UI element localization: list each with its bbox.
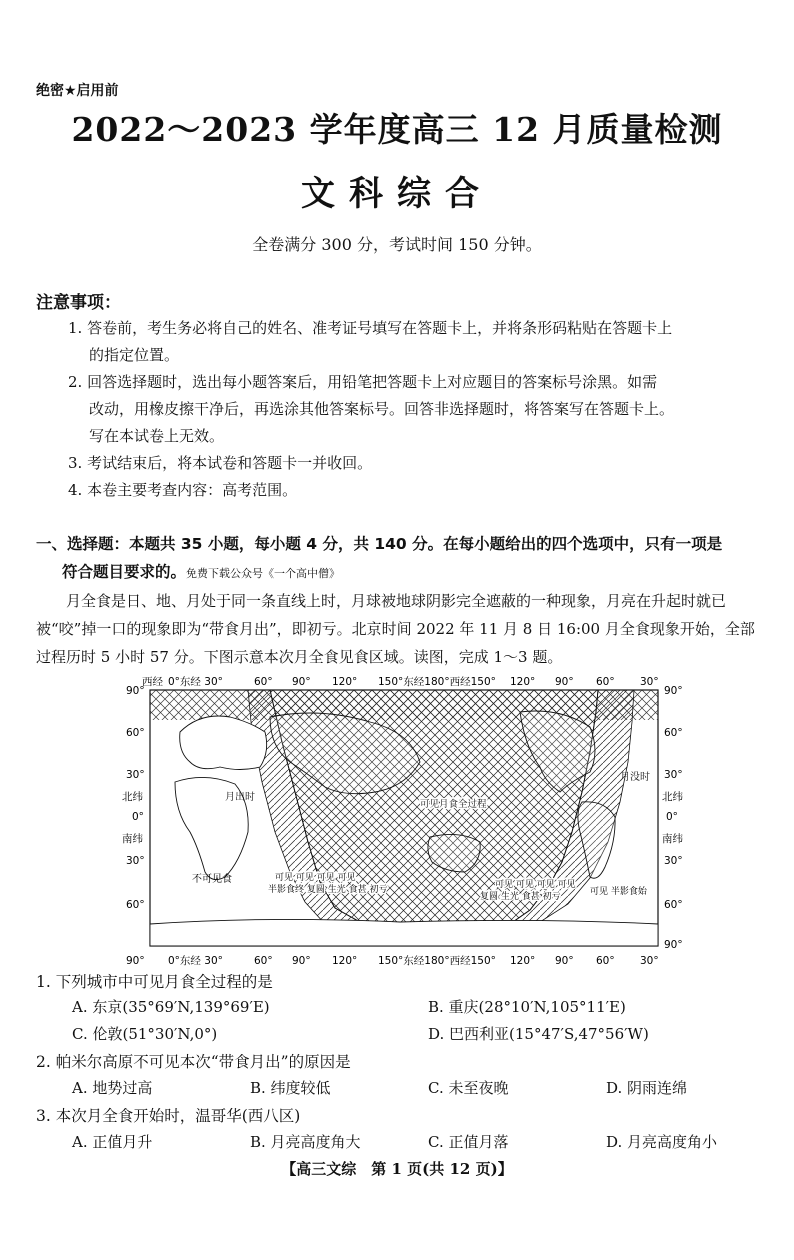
moonset-label: 月没时: [620, 772, 650, 783]
antarctica-shape: [150, 919, 658, 946]
axis-label: 90°: [292, 955, 311, 967]
question-2-stem: 2. 帕米尔高原不可见本次“带食月出”的原因是: [36, 1053, 351, 1071]
question-3-stem: 3. 本次月全食开始时，温哥华(西八区): [36, 1107, 301, 1125]
lunar-eclipse-map: [120, 672, 683, 968]
q3-option-d: D. 月亮高度角小: [606, 1133, 718, 1151]
q2-option-a: A. 地势过高: [72, 1079, 153, 1097]
subject-title: 文科综合: [301, 174, 493, 214]
q3-option-b: B. 月亮高度角大: [250, 1133, 361, 1151]
full-eclipse-label: 可见月食全过程: [420, 799, 487, 810]
moonrise-label: 月出时: [225, 792, 255, 803]
lat-label: 90°: [126, 685, 145, 697]
notice-heading: 注意事项：: [36, 293, 121, 313]
notice-item-cont: 写在本试卷上无效。: [89, 427, 225, 445]
section-heading: [36, 530, 766, 588]
notice-item-cont: 的指定位置。: [89, 346, 180, 364]
notice-item: 2. 回答选择题时，选出每小题答案后，用铅笔把答题卡上对应题目的答案标号涂黑。如需: [68, 373, 658, 391]
lat-label: 北纬: [122, 791, 143, 803]
lat-label: 60°: [664, 727, 683, 739]
lat-label: 90°: [664, 685, 683, 697]
section-line: 符合题目要求的。: [62, 563, 187, 581]
q3-option-a: A. 正值月升: [72, 1133, 153, 1151]
lat-label: 0°: [132, 811, 144, 823]
axis-label: 90°: [555, 955, 574, 967]
axis-label: 120°: [332, 955, 358, 967]
section-line: 一、选择题：本题共 35 小题，每小题 4 分，共 140 分。在每小题给出的四个选项中，只有一项是: [36, 535, 723, 553]
axis-label: 150°东经180°西经150°: [378, 676, 496, 688]
notice-item: 4. 本卷主要考查内容：高考范围。: [68, 481, 298, 499]
promo-text: 免费下载公众号《一个高中僧》: [186, 567, 341, 580]
page-footer: 【高三文综 第 1 页(共 12 页)】: [281, 1160, 513, 1178]
band-label: 可见 半影食始: [590, 887, 647, 897]
score-time-note: 全卷满分 300 分，考试时间 150 分钟。: [252, 235, 542, 254]
axis-label: 0°东经 30°: [168, 955, 223, 967]
invisible-label: 不可见食: [192, 874, 232, 885]
axis-label: 90°: [292, 676, 311, 688]
axis-label: 西经: [142, 676, 163, 688]
lat-label: 30°: [126, 769, 145, 781]
band-label: 可见 可见 可见 可见: [275, 873, 356, 883]
q2-option-c: C. 未至夜晚: [428, 1079, 509, 1097]
notice-item-cont: 改动，用橡皮擦干净后，再选涂其他答案标号。回答非选择题时，将答案写在答题卡上。: [89, 400, 675, 418]
lat-label: 90°: [664, 939, 683, 951]
question-1-stem: 1. 下列城市中可见月食全过程的是: [36, 973, 273, 991]
q1-option-a: A. 东京(35°69′N,139°69′E): [72, 998, 270, 1016]
q1-option-d: D. 巴西利亚(15°47′S,47°56′W): [428, 1025, 649, 1043]
lat-label: 30°: [664, 855, 683, 867]
q1-option-c: C. 伦敦(51°30′N,0°): [72, 1025, 218, 1043]
intro-paragraph: 月全食是日、地、月处于同一条直线上时，月球被地球阴影完全遮蔽的一种现象，月亮在升起时就已被“咬”掉一口的现象即为“带食月出”，即初亏。北京时间 2022 年 11 月 8 日 16:00 月全食现象开始，全部过程历时 5 小时 57 分。下图示意本次月全食见食区域。读图，完成 1～3 题。: [36, 592, 755, 666]
axis-label: 60°: [596, 955, 615, 967]
lat-label: 南纬: [122, 833, 143, 845]
axis-label: 60°: [596, 676, 615, 688]
axis-label: 60°: [254, 955, 273, 967]
lat-label: 南纬: [662, 833, 683, 845]
q2-option-b: B. 纬度较低: [250, 1079, 331, 1097]
band-label: 可见 可见 可见 可见: [495, 880, 576, 890]
axis-label: 120°: [510, 955, 536, 967]
axis-label: 90°: [555, 676, 574, 688]
lat-label: 30°: [126, 855, 145, 867]
notice-item: 3. 考试结束后，将本试卷和答题卡一并收回。: [68, 454, 373, 472]
axis-label: 30°: [640, 676, 659, 688]
notice-list: [68, 315, 768, 504]
axis-label: 30°: [640, 955, 659, 967]
lat-label: 30°: [664, 769, 683, 781]
notice-item: 1. 答卷前，考生务必将自己的姓名、准考证号填写在答题卡上，并将条形码粘贴在答题卡上: [68, 319, 673, 337]
exam-title: 2022～2023 学年度高三 12 月质量检测: [71, 110, 723, 149]
axis-label: 150°东经180°西经150°: [378, 955, 496, 967]
lat-label: 60°: [664, 899, 683, 911]
axis-label: 60°: [254, 676, 273, 688]
q1-option-b: B. 重庆(28°10′N,105°11′E): [428, 998, 626, 1016]
axis-label: 120°: [332, 676, 358, 688]
confidential-mark: 绝密★启用前: [36, 83, 119, 99]
lat-label: 北纬: [662, 791, 683, 803]
band-label: 复圆 生光 食甚 初亏: [480, 892, 561, 902]
q2-option-d: D. 阴雨连绵: [606, 1079, 688, 1097]
lat-label: 0°: [666, 811, 678, 823]
axis-label: 0°东经 30°: [168, 676, 223, 688]
lat-label: 60°: [126, 899, 145, 911]
q3-option-c: C. 正值月落: [428, 1133, 509, 1151]
polar-cap: [150, 690, 658, 720]
axis-label: 90°: [126, 955, 145, 967]
band-label: 半影食终 复圆 生光 食甚 初亏: [268, 885, 388, 895]
lat-label: 60°: [126, 727, 145, 739]
axis-label: 120°: [510, 676, 536, 688]
